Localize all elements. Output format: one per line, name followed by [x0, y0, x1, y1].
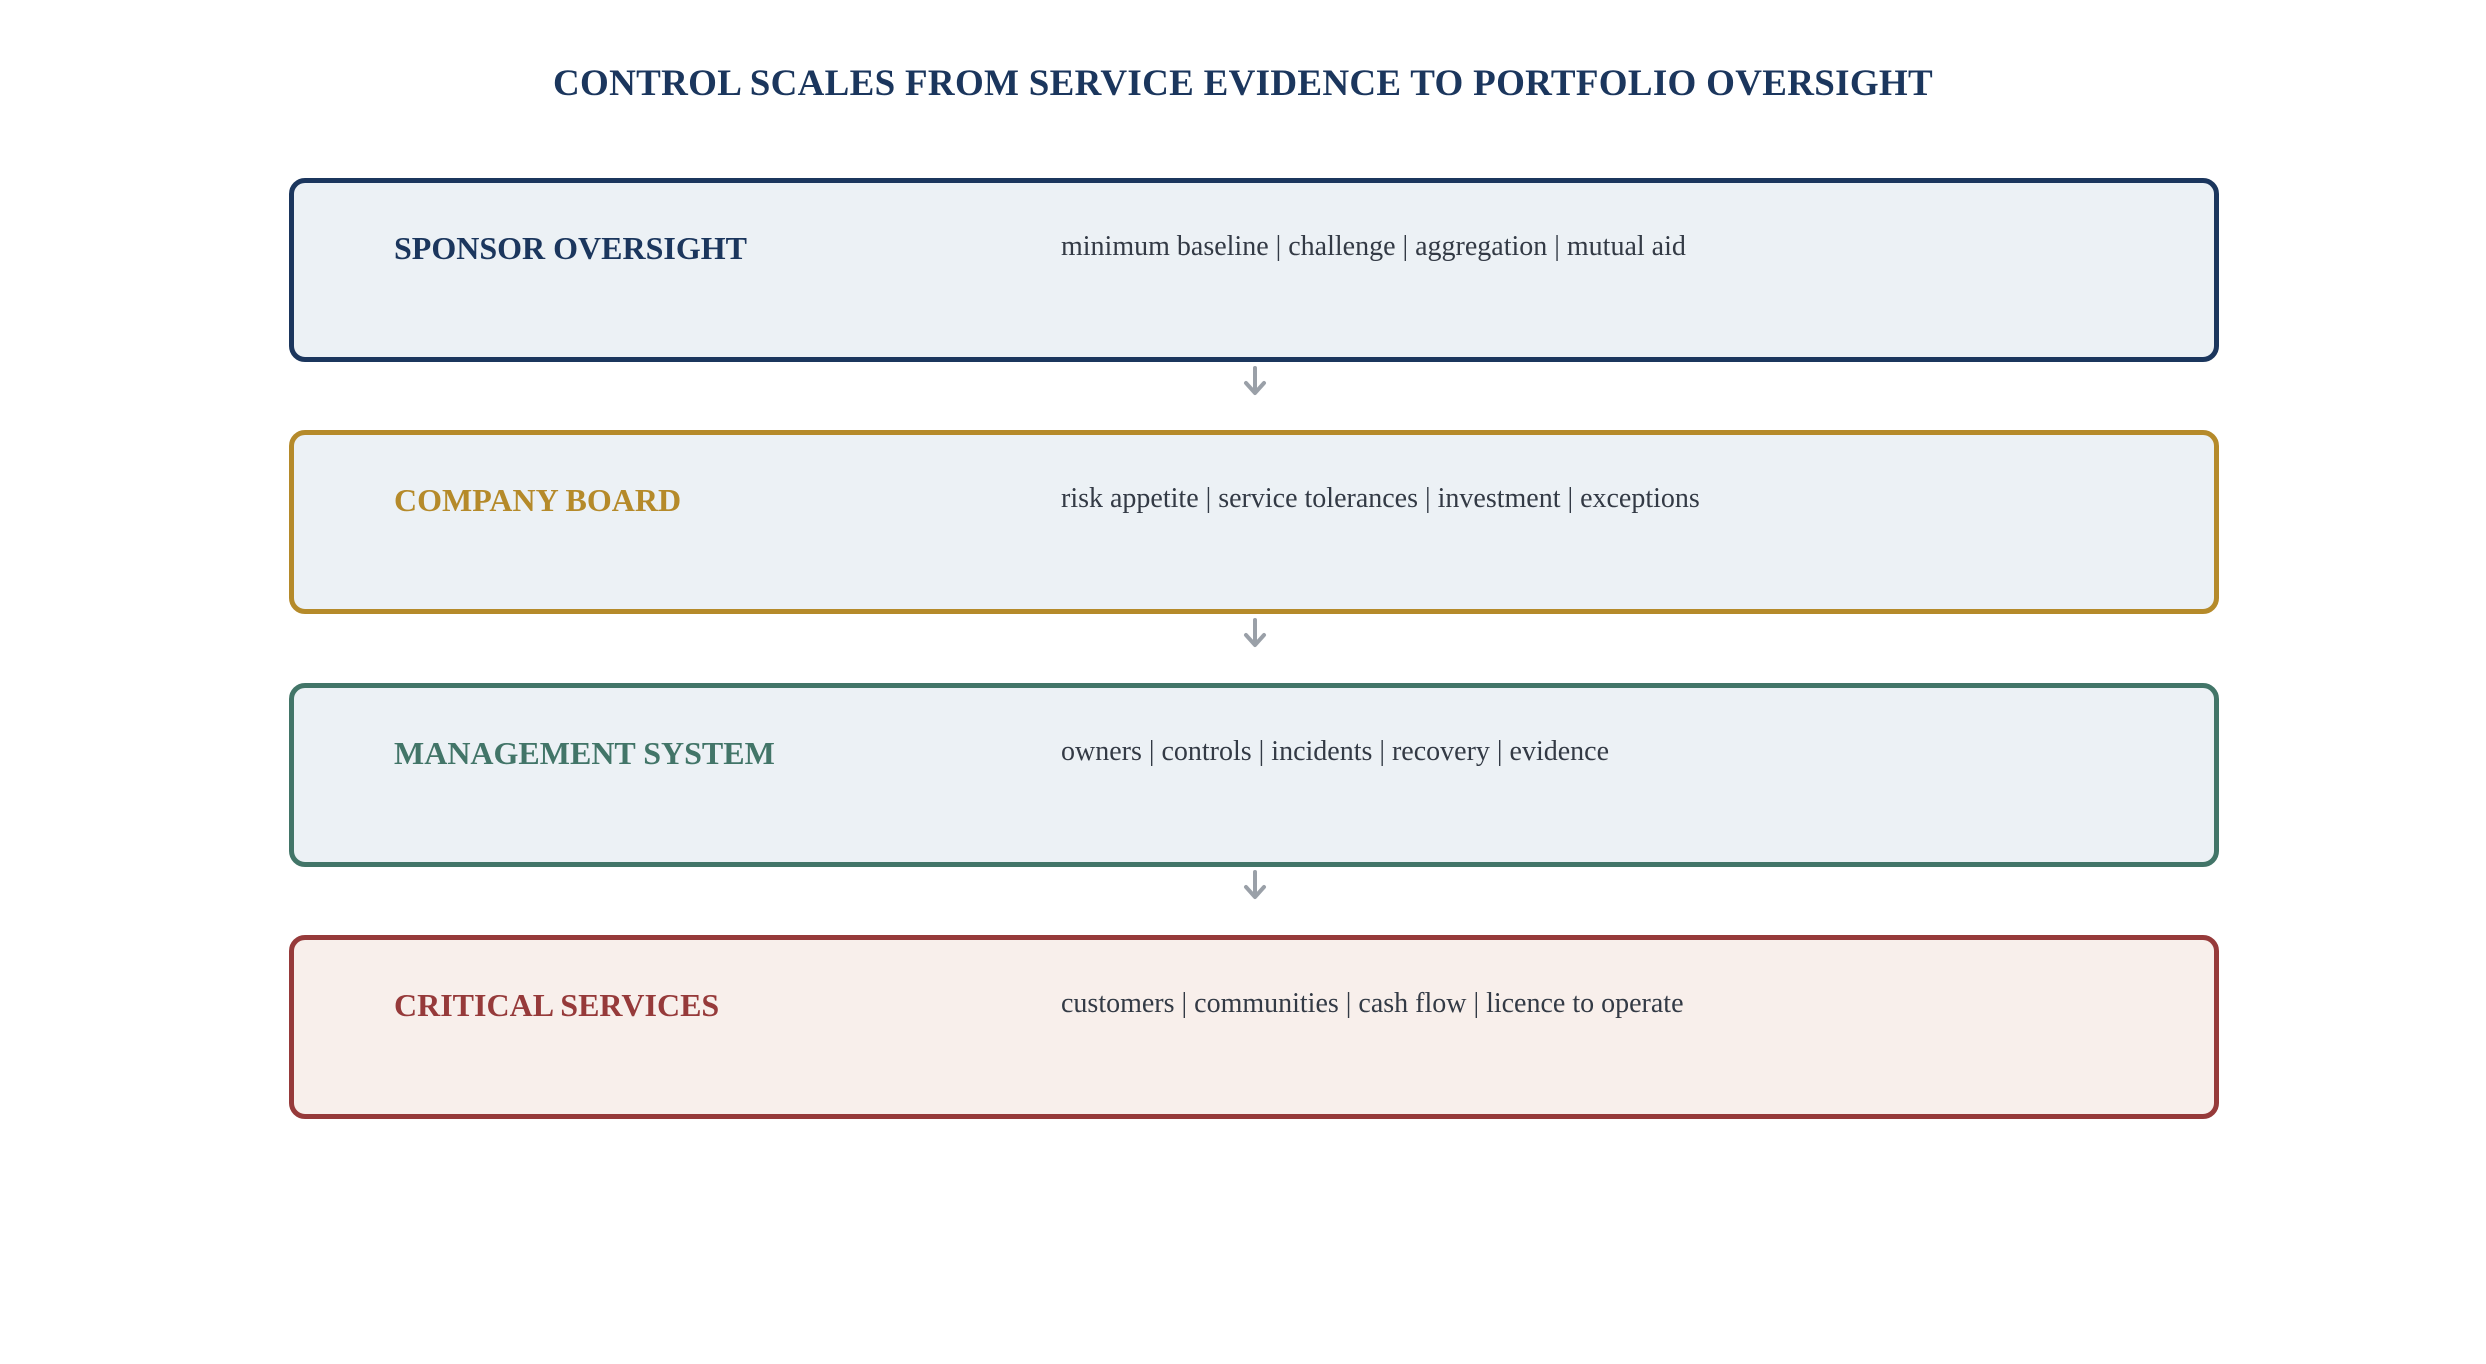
layer-description: owners | controls | incidents | recovery | evidence: [1061, 736, 1610, 767]
layer-company-board: [289, 430, 2219, 614]
layer-description: minimum baseline | challenge | aggregation | mutual aid: [1061, 231, 1686, 262]
diagram-title: CONTROL SCALES FROM SERVICE EVIDENCE TO PORTFOLIO OVERSIGHT: [553, 63, 1933, 104]
layer-name: COMPANY BOARD: [394, 482, 682, 518]
down-arrow-icon: [1241, 618, 1269, 648]
layer-critical-services: [289, 935, 2219, 1119]
layer-name: MANAGEMENT SYSTEM: [394, 735, 775, 771]
layer-description: customers | communities | cash flow | licence to operate: [1061, 988, 1684, 1019]
layer-description: risk appetite | service tolerances | investment | exceptions: [1061, 483, 1700, 514]
layer-name: CRITICAL SERVICES: [394, 987, 720, 1023]
layer-sponsor-oversight: [289, 178, 2219, 362]
layer-management-system: [289, 683, 2219, 867]
down-arrow-icon: [1241, 870, 1269, 900]
layer-name: SPONSOR OVERSIGHT: [394, 230, 747, 266]
down-arrow-icon: [1241, 366, 1269, 396]
